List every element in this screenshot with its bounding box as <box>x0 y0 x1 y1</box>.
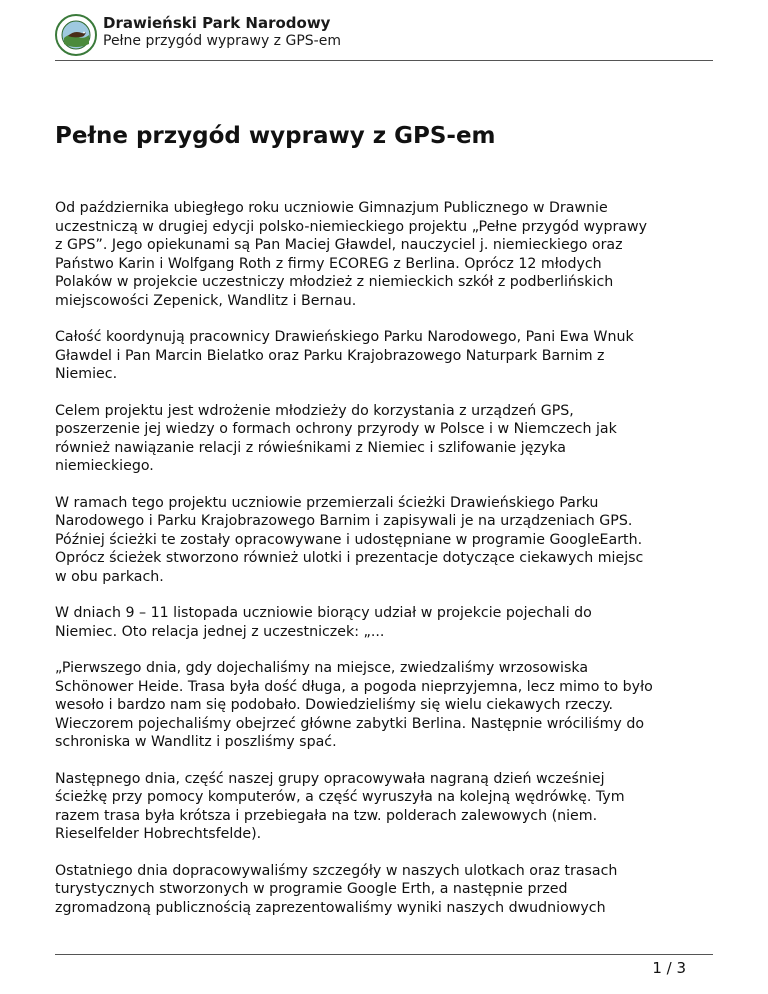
paragraph: Całość koordynują pracownicy Drawieńskiego Parku Narodowego, Pani Ewa Wnuk Gławdel i Pan Marcin Bielatko oraz Parku Krajobrazowego Naturpark Barnim z Niemiec. <box>55 329 634 382</box>
paragraph: Następnego dnia, część naszej grupy opracowywała nagraną dzień wcześniej ścieżkę przy pomocy komputerów, a część wyruszyła na kolejną wędrówkę. Tym razem trasa była krótsza i przebiegała na tzw. polderach zalewowych (niem. Rieselfelder Hobrechtsfelde). <box>55 770 625 842</box>
header-text <box>103 14 341 50</box>
paragraph: „Pierwszego dnia, gdy dojechaliśmy na miejsce, zwiedzaliśmy wrzosowiska Schönower Heide. Trasa była dość długa, a pogoda nieprzyjemna, lecz mimo to było wesoło i bardzo nam się podobało. Dowiedzieliśmy się wielu ciekawych rzeczy. Wieczorem pojechaliśmy obejrzeć główne zabytki Berlina. Następnie wróciliśmy do schroniska w Wandlitz i poszliśmy spać. <box>55 660 653 750</box>
park-logo <box>55 14 97 56</box>
article-body <box>55 199 715 935</box>
site-name: Drawieński Park Narodowy <box>103 14 331 32</box>
header-subtitle: Pełne przygód wyprawy z GPS-em <box>103 33 341 49</box>
article-title: Pełne przygód wyprawy z GPS-em <box>55 123 496 149</box>
paragraph: W ramach tego projektu uczniowie przemierzali ścieżki Drawieńskiego Parku Narodowego i Parku Krajobrazowego Barnim i zapisywali je na urządzeniach GPS. Później ścieżki te zostały opracowywane i udostępniane w programie GoogleEarth. Oprócz ścieżek stworzono również ulotki i prezentacje dotyczące ciekawych miejsc w obu parkach. <box>55 494 644 585</box>
paragraph: W dniach 9 – 11 listopada uczniowie biorący udział w projekcie pojechali do Niemiec. Oto relacja jednej z uczestniczek: „... <box>55 605 592 640</box>
page-number: 1 / 3 <box>652 959 686 977</box>
paragraph: Ostatniego dnia dopracowywaliśmy szczegóły w naszych ulotkach oraz trasach turystycznych stworzonych w programie Google Erth, a następnie przed zgromadzoną publicznością zaprezentowaliśmy wyniki naszych dwudniowych <box>55 862 618 916</box>
paragraph: Od października ubiegłego roku uczniowie Gimnazjum Publicznego w Drawnie uczestniczą w drugiej edycji polsko-niemieckiego projektu „Pełne przygód wyprawy z GPS”. Jego opiekunami są Pan Maciej Gławdel, nauczyciel j. niemieckiego oraz Państwo Karin i Wolfgang Roth z firmy ECOREG z Berlina. Oprócz 12 młodych Polaków w projekcie uczestniczy młodzież z niemieckich szkół z podberlińskich miejscowości Zepenick, Wandlitz i Bernau. <box>55 200 647 309</box>
page-header <box>55 12 713 61</box>
footer-divider <box>55 954 713 955</box>
paragraph: Celem projektu jest wdrożenie młodzieży do korzystania z urządzeń GPS, poszerzenie jej wiedzy o formach ochrony przyrody w Polsce i w Niemczech jak również nawiązanie relacji z rówieśnikami z Niemiec i szlifowanie języka niemieckiego. <box>55 402 617 474</box>
